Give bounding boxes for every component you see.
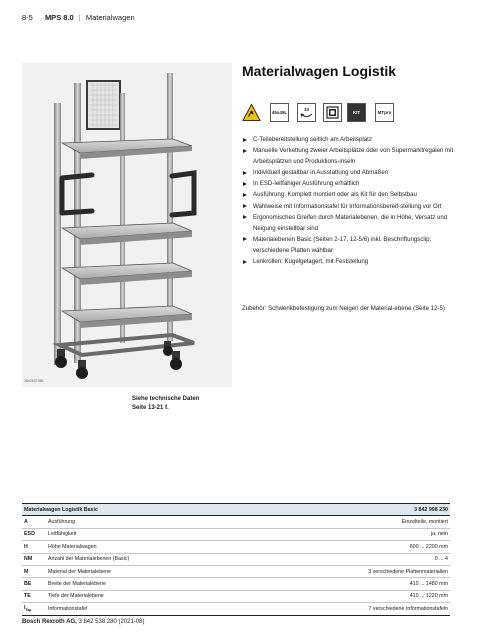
feature-item: Individuell gestaltbar in Ausstattung und Abmaßen [242, 167, 467, 178]
caster-wheel [163, 341, 173, 356]
tech-data-reference [132, 395, 199, 412]
feature-item: Wahlweise mit Informationstafel für Informationsbereit-stellung vor Ort [242, 201, 467, 212]
header-separator: | [78, 13, 81, 22]
feature-item: C-Teilebereitstellung seitlich am Arbeitsplatz [242, 134, 467, 145]
page-number: 8-5 [22, 13, 33, 22]
table-row: A Ausführung Einzelteile, montiert [22, 516, 450, 528]
feature-item: Materialebenen Basic (Seiten 2-17, 12-5/6) inkl. Beschriftungsclip; verschiedene Platten wählbar [242, 234, 467, 256]
profile-45x45l-icon: 45x45L [270, 103, 289, 122]
feature-list [242, 134, 467, 267]
table-header-row [22, 504, 450, 516]
esd-icon [242, 103, 261, 122]
caption-line: Siehe technische Daten [132, 396, 200, 402]
table-row: ESD Leitfähigkeit ja, nein [22, 528, 450, 540]
page-footer [22, 619, 145, 625]
shelf-icon [323, 103, 342, 122]
table-row: BE Breite der Materialebene 410 ... 1480 mm [22, 578, 450, 590]
information-board [87, 81, 120, 129]
mtpro-icon: MTpro [375, 103, 394, 122]
table-row: $I_{Tap}$ Informationstafel 7 verschiedene Informationstafeln [22, 603, 450, 615]
caption-line: Seite 13-21 f. [132, 404, 169, 411]
product-name: MPS 8.0 [44, 13, 74, 22]
table-row: NM Anzahl der Materialebenen (Basic) 0 ... 4 [22, 553, 450, 565]
front-upright [54, 103, 61, 365]
feature-item: Lenkrollen: Kugelgelagert, mit Feststellung [242, 256, 467, 267]
section-name: Materialwagen [85, 13, 135, 22]
footer-brand: Bosch Rexroth AG, [22, 619, 77, 625]
spec-table [22, 503, 450, 616]
kit-icon: KIT [347, 103, 366, 122]
table-row: M Material der Materialebene 3 verschiedene Plattenmaterialien [22, 565, 450, 577]
photo-id: 3842537988 [24, 379, 44, 383]
feature-item: In ESD-leitfähiger Ausführung erhältlich [242, 178, 467, 189]
footer-doc-number: 3 842 538 280 (2021-08) [78, 619, 145, 625]
table-part-number: 3 842 998 230 [250, 504, 450, 516]
product-photo [22, 63, 232, 387]
page-header [22, 13, 135, 22]
feature-item: Ergonomisches Greifen durch Materialebenen, die in Höhe, Versatz und Neigung einstellbar sind [242, 212, 467, 234]
feature-item: Ausführung: Komplett montiert oder als Kit für den Selbstbau [242, 189, 467, 200]
accessory-note: Zubehör: Schwenkbefestigung zum Neigen der Material-ebene (Seite 12-5) [242, 305, 445, 312]
table-row: H Höhe Materialwagen 600 ... 2200 mm [22, 541, 450, 553]
table-product-name: Materialwagen Logistik Basic [22, 504, 250, 516]
handle-right [172, 173, 194, 215]
material-cart-illustration [22, 63, 232, 387]
table-row: TE Tiefe der Materialebene 410 ... 1220 mm [22, 590, 450, 602]
page-title: Materialwagen Logistik [242, 63, 397, 79]
angle-10-icon: 10 [297, 103, 316, 122]
feature-item: Manuelle Verkettung zweier Arbeitsplätze oder von Supermarktregalen mit Arbeitsplätzen und Produktions-inseln [242, 145, 467, 167]
